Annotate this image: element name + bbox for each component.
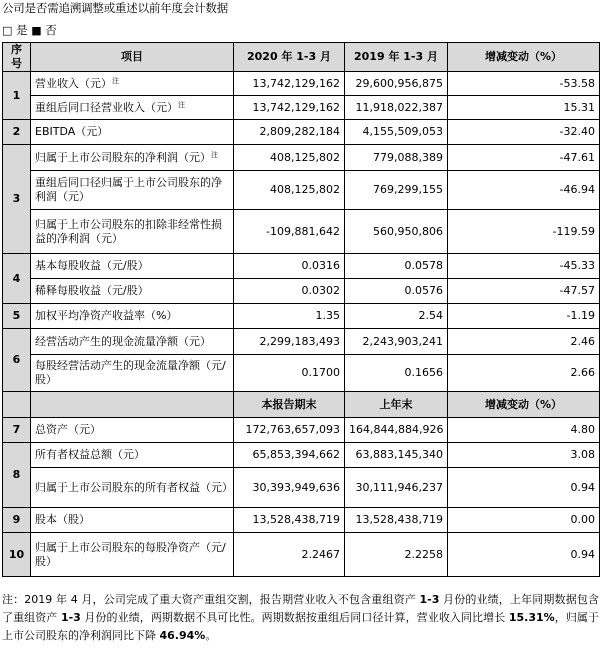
group-number: 5: [3, 304, 31, 329]
row-value-current: 65,853,394,662: [234, 443, 345, 468]
row-value-current: 0.0316: [234, 254, 345, 279]
table-row: [3, 508, 600, 533]
table-row: [3, 120, 600, 145]
row-value-change: 4.80: [448, 418, 600, 443]
table-row: [3, 72, 600, 96]
group-number: 6: [3, 329, 31, 392]
group-number: 8: [3, 443, 31, 508]
row-value-change: -46.94: [448, 171, 600, 210]
row-label: 所有者权益总额（元）: [31, 443, 234, 468]
table-header-row: [3, 43, 600, 72]
row-value-change: -45.33: [448, 254, 600, 279]
header-prior-period: 2019 年 1-3 月: [345, 43, 448, 72]
row-value-change: -1.19: [448, 304, 600, 329]
row-value-change: -32.40: [448, 120, 600, 145]
subheader-change: 增减变动（%）: [448, 392, 600, 418]
row-label: 加权平均净资产收益率（%）: [31, 304, 234, 329]
row-value-current: 408,125,802: [234, 171, 345, 210]
row-label: 每股经营活动产生的现金流量净额（元/股）: [31, 355, 234, 392]
row-label: 重组后同口径营业收入（元）$^注$: [31, 96, 234, 120]
row-value-current: 0.1700: [234, 355, 345, 392]
row-value-prior: 29,600,956,875: [345, 72, 448, 96]
row-value-change: -53.58: [448, 72, 600, 96]
row-value-prior: 13,528,438,719: [345, 508, 448, 533]
table-row: [3, 171, 600, 210]
section-title: 公司是否需追溯调整或重述以前年度会计数据: [2, 1, 228, 15]
row-value-prior: 4,155,509,053: [345, 120, 448, 145]
table-row: [3, 329, 600, 355]
row-value-change: -47.61: [448, 145, 600, 171]
row-value-prior: 30,111,946,237: [345, 468, 448, 508]
footnote: 注：2019 年 4 月，公司完成了重大资产重组交割，报告期营业收入不包含重组资产 1-3 月份的业绩，上年同期数据包含了重组资产 1-3 月份的业绩，两期数据不具可比性。两期数据按重组后同口径计算，营业收入同比增长 15.31%，归属于上市公司股东的净利润同比下降 46.94%。: [2, 593, 599, 642]
row-label: 归属于上市公司股东的所有者权益（元）: [31, 468, 234, 508]
row-value-current: 13,742,129,162: [234, 72, 345, 96]
row-label: 归属于上市公司股东的每股净资产（元/股）: [31, 533, 234, 577]
row-value-prior: 164,844,884,926: [345, 418, 448, 443]
group-number: 3: [3, 145, 31, 254]
table-row: [3, 533, 600, 577]
table-row: [3, 279, 600, 304]
row-value-current: 1.35: [234, 304, 345, 329]
table-row: [3, 355, 600, 392]
subheader-prior-year-end: 上年末: [345, 392, 448, 418]
no-label: 否: [45, 23, 57, 37]
table-row: [3, 468, 600, 508]
row-value-change: -119.59: [448, 210, 600, 254]
table-row: [3, 443, 600, 468]
row-value-change: 2.66: [448, 355, 600, 392]
table-row: [3, 418, 600, 443]
row-value-prior: 2,243,903,241: [345, 329, 448, 355]
row-label: 营业收入（元）$^注$: [31, 72, 234, 96]
row-value-prior: 2.54: [345, 304, 448, 329]
table-row: [3, 254, 600, 279]
row-label: 股本（股）: [31, 508, 234, 533]
row-value-current: 2.2467: [234, 533, 345, 577]
row-label: 经营活动产生的现金流量净额（元）: [31, 329, 234, 355]
group-number: 9: [3, 508, 31, 533]
row-value-current: 172,763,657,093: [234, 418, 345, 443]
header-no: 序号: [3, 43, 31, 72]
row-value-current: 2,809,282,184: [234, 120, 345, 145]
row-value-prior: 0.0576: [345, 279, 448, 304]
table-row: [3, 304, 600, 329]
table-row: [3, 210, 600, 254]
row-value-current: 2,299,183,493: [234, 329, 345, 355]
header-current-period: 2020 年 1-3 月: [234, 43, 345, 72]
row-value-current: -109,881,642: [234, 210, 345, 254]
row-label: 归属于上市公司股东的扣除非经常性损益的净利润（元）: [31, 210, 234, 254]
row-value-change: 3.08: [448, 443, 600, 468]
group-number: 7: [3, 418, 31, 443]
subheader-period-end: 本报告期末: [234, 392, 345, 418]
row-label: 稀释每股收益（元/股）: [31, 279, 234, 304]
row-value-current: 0.0302: [234, 279, 345, 304]
row-value-prior: 769,299,155: [345, 171, 448, 210]
row-label: 归属于上市公司股东的净利润（元）$^注$: [31, 145, 234, 171]
table-row: [3, 96, 600, 120]
row-label: 重组后同口径归属于上市公司股东的净利润（元）: [31, 171, 234, 210]
row-value-current: 13,742,129,162: [234, 96, 345, 120]
group-number: 1: [3, 72, 31, 120]
row-value-change: 0.00: [448, 508, 600, 533]
row-value-change: 15.31: [448, 96, 600, 120]
row-value-prior: 0.1656: [345, 355, 448, 392]
row-value-current: 30,393,949,636: [234, 468, 345, 508]
header-change: 增减变动（%）: [448, 43, 600, 72]
row-value-prior: 0.0578: [345, 254, 448, 279]
no-checkbox: ■: [31, 24, 42, 37]
subheader-no-blank: [3, 392, 31, 418]
row-value-change: 0.94: [448, 533, 600, 577]
group-number: 2: [3, 120, 31, 145]
yes-label: 是: [16, 23, 28, 37]
row-value-prior: 63,883,145,340: [345, 443, 448, 468]
row-label: EBITDA（元）: [31, 120, 234, 145]
row-value-change: 0.94: [448, 468, 600, 508]
group-number: 4: [3, 254, 31, 304]
row-value-current: 13,528,438,719: [234, 508, 345, 533]
subheader-item-blank: [31, 392, 234, 418]
row-label: 基本每股收益（元/股）: [31, 254, 234, 279]
row-value-prior: 560,950,806: [345, 210, 448, 254]
row-value-current: 408,125,802: [234, 145, 345, 171]
table-subheader-row: [3, 392, 600, 418]
row-label: 总资产（元）: [31, 418, 234, 443]
row-value-prior: 11,918,022,387: [345, 96, 448, 120]
group-number: 10: [3, 533, 31, 577]
yes-no-choice: [2, 23, 57, 38]
financial-data-table: [2, 42, 600, 577]
row-value-prior: 779,088,389: [345, 145, 448, 171]
yes-checkbox: □: [2, 24, 13, 37]
row-value-prior: 2.2258: [345, 533, 448, 577]
table-row: [3, 145, 600, 171]
row-value-change: -47.57: [448, 279, 600, 304]
header-item: 项目: [31, 43, 234, 72]
row-value-change: 2.46: [448, 329, 600, 355]
